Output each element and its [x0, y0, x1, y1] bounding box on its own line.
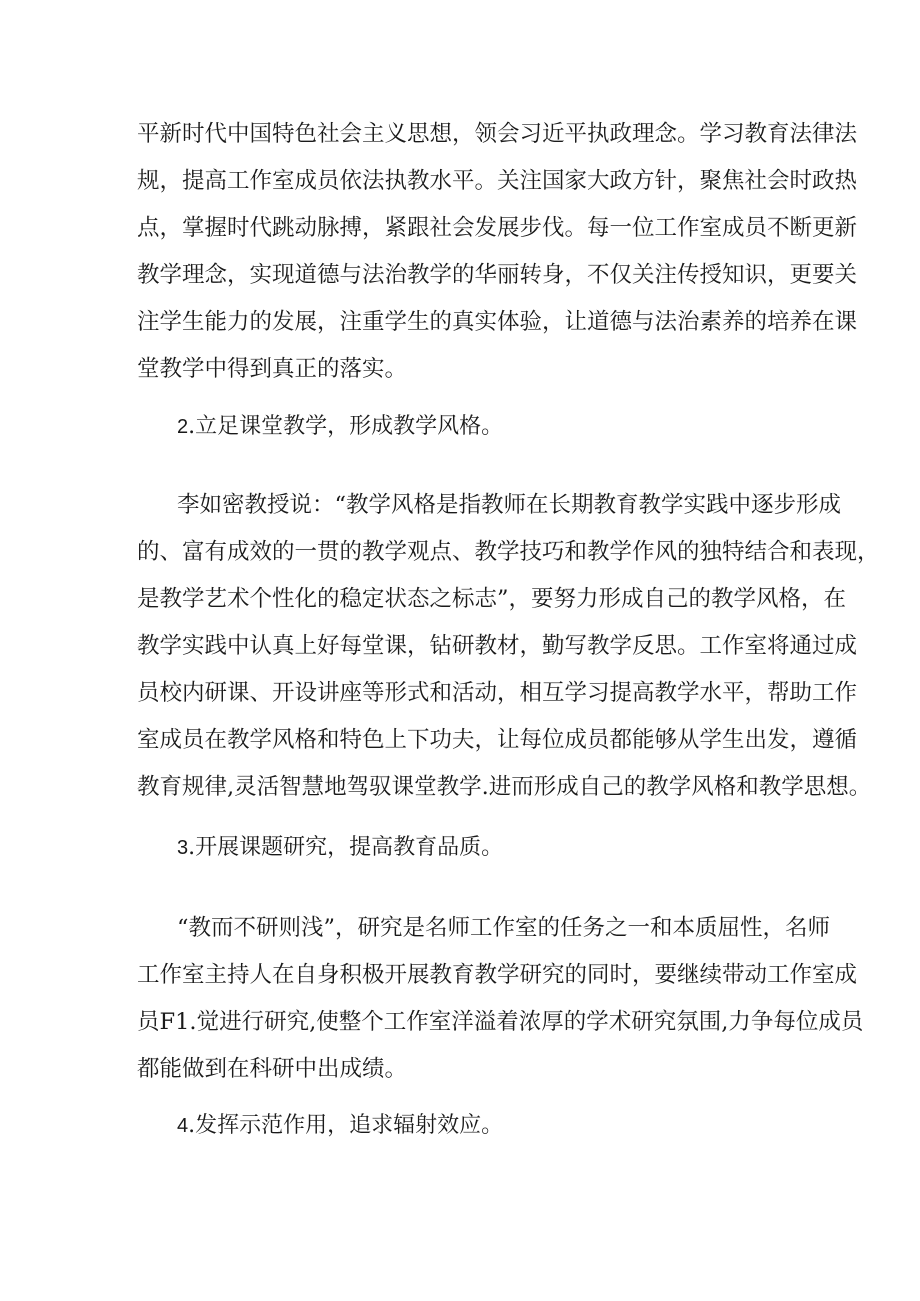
heading-text: .发挥示范作用，追求辐射效应。 — [188, 1113, 504, 1138]
paragraph-line: 的、富有成效的一贯的教学观点、教学技巧和教学作风的独特结合和表现， — [137, 539, 880, 565]
heading-text: .开展课题研究，提高教育品质。 — [188, 835, 504, 860]
paragraph-line: 点，掌握时代跳动脉搏，紧跟社会发展步伐。每一位工作室成员不断更新 — [137, 215, 858, 241]
section-heading-2 — [177, 412, 503, 442]
paragraph-line: 室成员在教学风格和特色上下功夫，让每位成员都能够从学生出发，遵循 — [137, 727, 858, 753]
paragraph-3 — [137, 905, 864, 1093]
paragraph-line: 注学生能力的发展，注重学生的真实体验，让道德与法治素养的培养在课 — [137, 309, 858, 335]
paragraph-line: 是教学艺术个性化的稳定状态之标志”，要努力形成自己的教学风格，在 — [137, 586, 847, 612]
heading-number: 4 — [177, 1115, 189, 1137]
paragraph-line: 员F1.觉进行研究,使整个工作室洋溢着浓厚的学术研究氛围,力争每位成员 — [137, 1009, 864, 1035]
paragraph-line: 堂教学中得到真正的落实。 — [137, 356, 408, 382]
paragraph-line: 教学实践中认真上好每堂课，钻研教材，勤写教学反思。工作室将通过成 — [137, 633, 858, 659]
paragraph-2 — [137, 482, 880, 811]
paragraph-line: 教育规律,灵活智慧地驾驭课堂教学.进而形成自己的教学风格和教学思想。 — [137, 774, 872, 800]
paragraph-line: “教而不研则浅”，研究是名师工作室的任务之一和本质屈性，名师 — [177, 915, 831, 941]
section-heading-3 — [177, 833, 503, 863]
paragraph-line: 都能做到在科研中出成绩。 — [137, 1056, 408, 1082]
paragraph-line: 工作室主持人在自身积极开展教育教学研究的同时，要继续带动工作室成 — [137, 962, 858, 988]
heading-text: .立足课堂教学，形成教学风格。 — [188, 414, 504, 439]
paragraph-line: 教学理念，实现道德与法治教学的华丽转身，不仅关注传授知识，更要关 — [137, 262, 858, 288]
paragraph-1 — [137, 111, 858, 393]
heading-number: 2 — [177, 416, 189, 438]
section-heading-4 — [177, 1111, 503, 1141]
paragraph-line: 平新时代中国特色社会主义思想，领会习近平执政理念。学习教育法律法 — [137, 121, 858, 147]
paragraph-line: 员校内研课、开设讲座等形式和活动，相互学习提高教学水平，帮助工作 — [137, 680, 858, 706]
heading-number: 3 — [177, 837, 189, 859]
paragraph-line: 李如密教授说：“教学风格是指教师在长期教育教学实践中逐步形成 — [177, 492, 842, 518]
paragraph-line: 规，提高工作室成员依法执教水平。关注国家大政方针，聚焦社会时政热 — [137, 168, 858, 194]
